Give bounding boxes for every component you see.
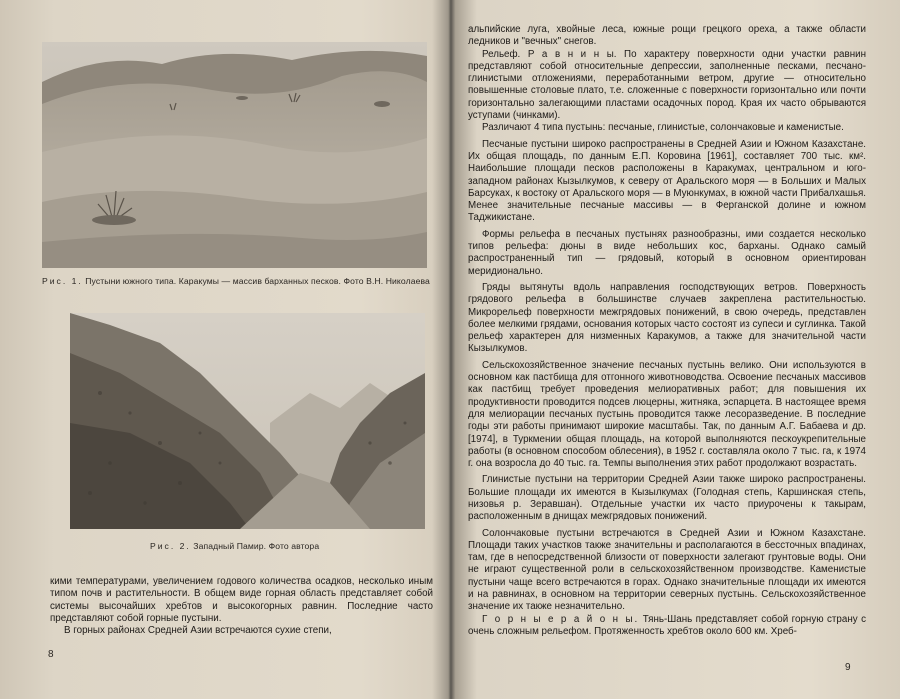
- right-paragraph-agriculture: [468, 360, 866, 471]
- left-body-text: [50, 576, 433, 637]
- desert-image: [42, 42, 427, 268]
- paragraph-text: Солончаковые пустыни встречаются в Средней Азии и Южном Казахстане. Площади таких участков также значительны и располагаются в бессточных впадинах, там, где в непосредственной близости от поверхности залегают грунтовые воды. Они не играют существенной роли в сельскохозяйственном производстве. Каменистые пустыни чаще всего встречаются в горах. Однако значительные площади их имеются и на равнинах, в основном на территории северных пустынь. Сельскохозяйственное значение их также незначительно.: [468, 527, 866, 613]
- section-heading-relief: Рельеф. Р а в н и н ы.: [482, 48, 617, 60]
- right-body-text: [468, 24, 866, 638]
- paragraph-text: альпийские луга, хвойные леса, южные рощи грецкого ореха, а также области ледников и "вечных" снегов.: [468, 24, 866, 48]
- figure-1-label: Рис. 1.: [42, 276, 83, 286]
- right-paragraph-landforms: [468, 229, 866, 278]
- right-page: [452, 0, 900, 699]
- figure-2-label: Рис. 2.: [150, 541, 191, 551]
- paragraph-text: Различают 4 типа пустынь: песчаные, глинистые, солончаковые и каменистые.: [482, 122, 844, 134]
- section-heading-mountains: Г о р н ы е р а й о н ы.: [482, 613, 640, 625]
- figure-2-pamir-photo: [70, 313, 425, 529]
- page-number-right: 9: [845, 662, 851, 673]
- figure-1-desert-photo: [42, 42, 427, 268]
- mountain-image: [70, 313, 425, 529]
- right-paragraph-ridges: [468, 282, 866, 356]
- left-paragraph-1: кими температурами, увеличением годового количества осадков, несколько иным типом почв и растительности. В общем виде горная область представляет собой системы высочайших хребтов и высокогорных равнин. Последние часто представляют собой горные пустыни.: [50, 576, 433, 624]
- right-paragraph-relief: [468, 49, 866, 123]
- figure-2-caption: [150, 541, 410, 552]
- figure-1-caption-text: Пустыни южного типа. Каракумы — массив барханных песков. Фото В.Н. Николаева: [85, 276, 430, 286]
- paragraph-text: Формы рельефа в песчаных пустынях разнообразны, ими создается несколько типов рельефа: дюны в виде небольших кос, барханы. Однако самый распространенный тип — грядовый, который в основном ориентирован меридионально.: [468, 228, 866, 277]
- paragraph-text: Гряды вытянуты вдоль направления господствующих ветров. Поверхность грядового рельефа в большинстве случаев закреплена растительностью. Микрорельеф поверхности межгрядовых понижений, в свою очередь, представлен более мелкими грядами, основания которых часто состоят из супеси и суглинка. Такой рельеф характерен для низменных Каракумов, а также для значительной части Кызылкумов.: [468, 281, 866, 355]
- right-paragraph-mountains: [468, 614, 866, 639]
- right-paragraph-sandy: [468, 139, 866, 225]
- figure-1-caption: [42, 276, 432, 287]
- paragraph-text: Тянь-Шань представляет собой горную страну с очень сложным рельефом. Протяженность хребтов около 600 км. Хреб-: [468, 613, 866, 637]
- left-paragraph-2: В горных районах Средней Азии встречаются сухие степи,: [64, 625, 332, 637]
- left-page: [0, 0, 448, 699]
- page-number-left: 8: [48, 649, 54, 660]
- figure-2-caption-text: Западный Памир. Фото автора: [193, 541, 320, 551]
- paragraph-text: По характеру поверхности одни участки равнин представляют собой относительные депрессии, заполненные песками, песчано-глинистыми отложениями, переработанными ветром, другие — относительно повышенные столовые плато, т.е. сложенные с поверхности горизонтально или почти горизонтально залегающими пластами осадочных пород. Края их часто обрываются уступами (чинками).: [468, 48, 866, 122]
- paragraph-text: Глинистые пустыни на территории Средней Азии также широко распространены. Большие площади их имеются в Кызылкумах (Голодная степь, Каршинская степь, низовья р. Зеравшан). Отдельные участки их часто приурочены к такырам, расположенным в днищах межгрядовых понижений.: [468, 474, 866, 523]
- paragraph-text: Песчаные пустыни широко распространены в Средней Азии и Южном Казахстане. Их общая площадь, по данным Е.П. Коровина [1961], составляет 700 тыс. км². Наибольшие площади песков расположены в Каракумах, центральном и юго-западном районах Кызылкумов, к северу от Аральского моря — в Больших и Малых Барсуках, к востоку от Аральского моря — в Муюнкумах, в южной части Прибалхашья. Менее значительные песчаные массивы — в Ферганской долине и южном Таджикистане.: [468, 138, 866, 224]
- right-paragraph-clay: [468, 474, 866, 523]
- right-paragraph-1: [468, 24, 866, 49]
- right-paragraph-desert-types: [468, 122, 866, 134]
- right-paragraph-saline: [468, 528, 866, 614]
- paragraph-text: Сельскохозяйственное значение песчаных пустынь велико. Они используются в основном как пастбища для отгонного животноводства. Освоение песчаных массивов как пастбищ требует проведения мелиоративных работ; для повышения их продуктивности проводится подсев люцерны, житняка, эспарцета. В настоящее время для мелиорации песчаных пустынь проводится также лесоразведение. В последние годы эти работы принимают широкие масштабы. Так, по данным А.Г. Бабаева и др. [1974], в Туркмении общая площадь, на которой выполняются пескоукрепительные работы (в основном способом облесения), в 1952 г. составляла около 7 тыс. га, к 1974 г. она возросла до 40 тыс. га. Темпы выполнения этих работ продолжают возрастать.: [468, 359, 866, 470]
